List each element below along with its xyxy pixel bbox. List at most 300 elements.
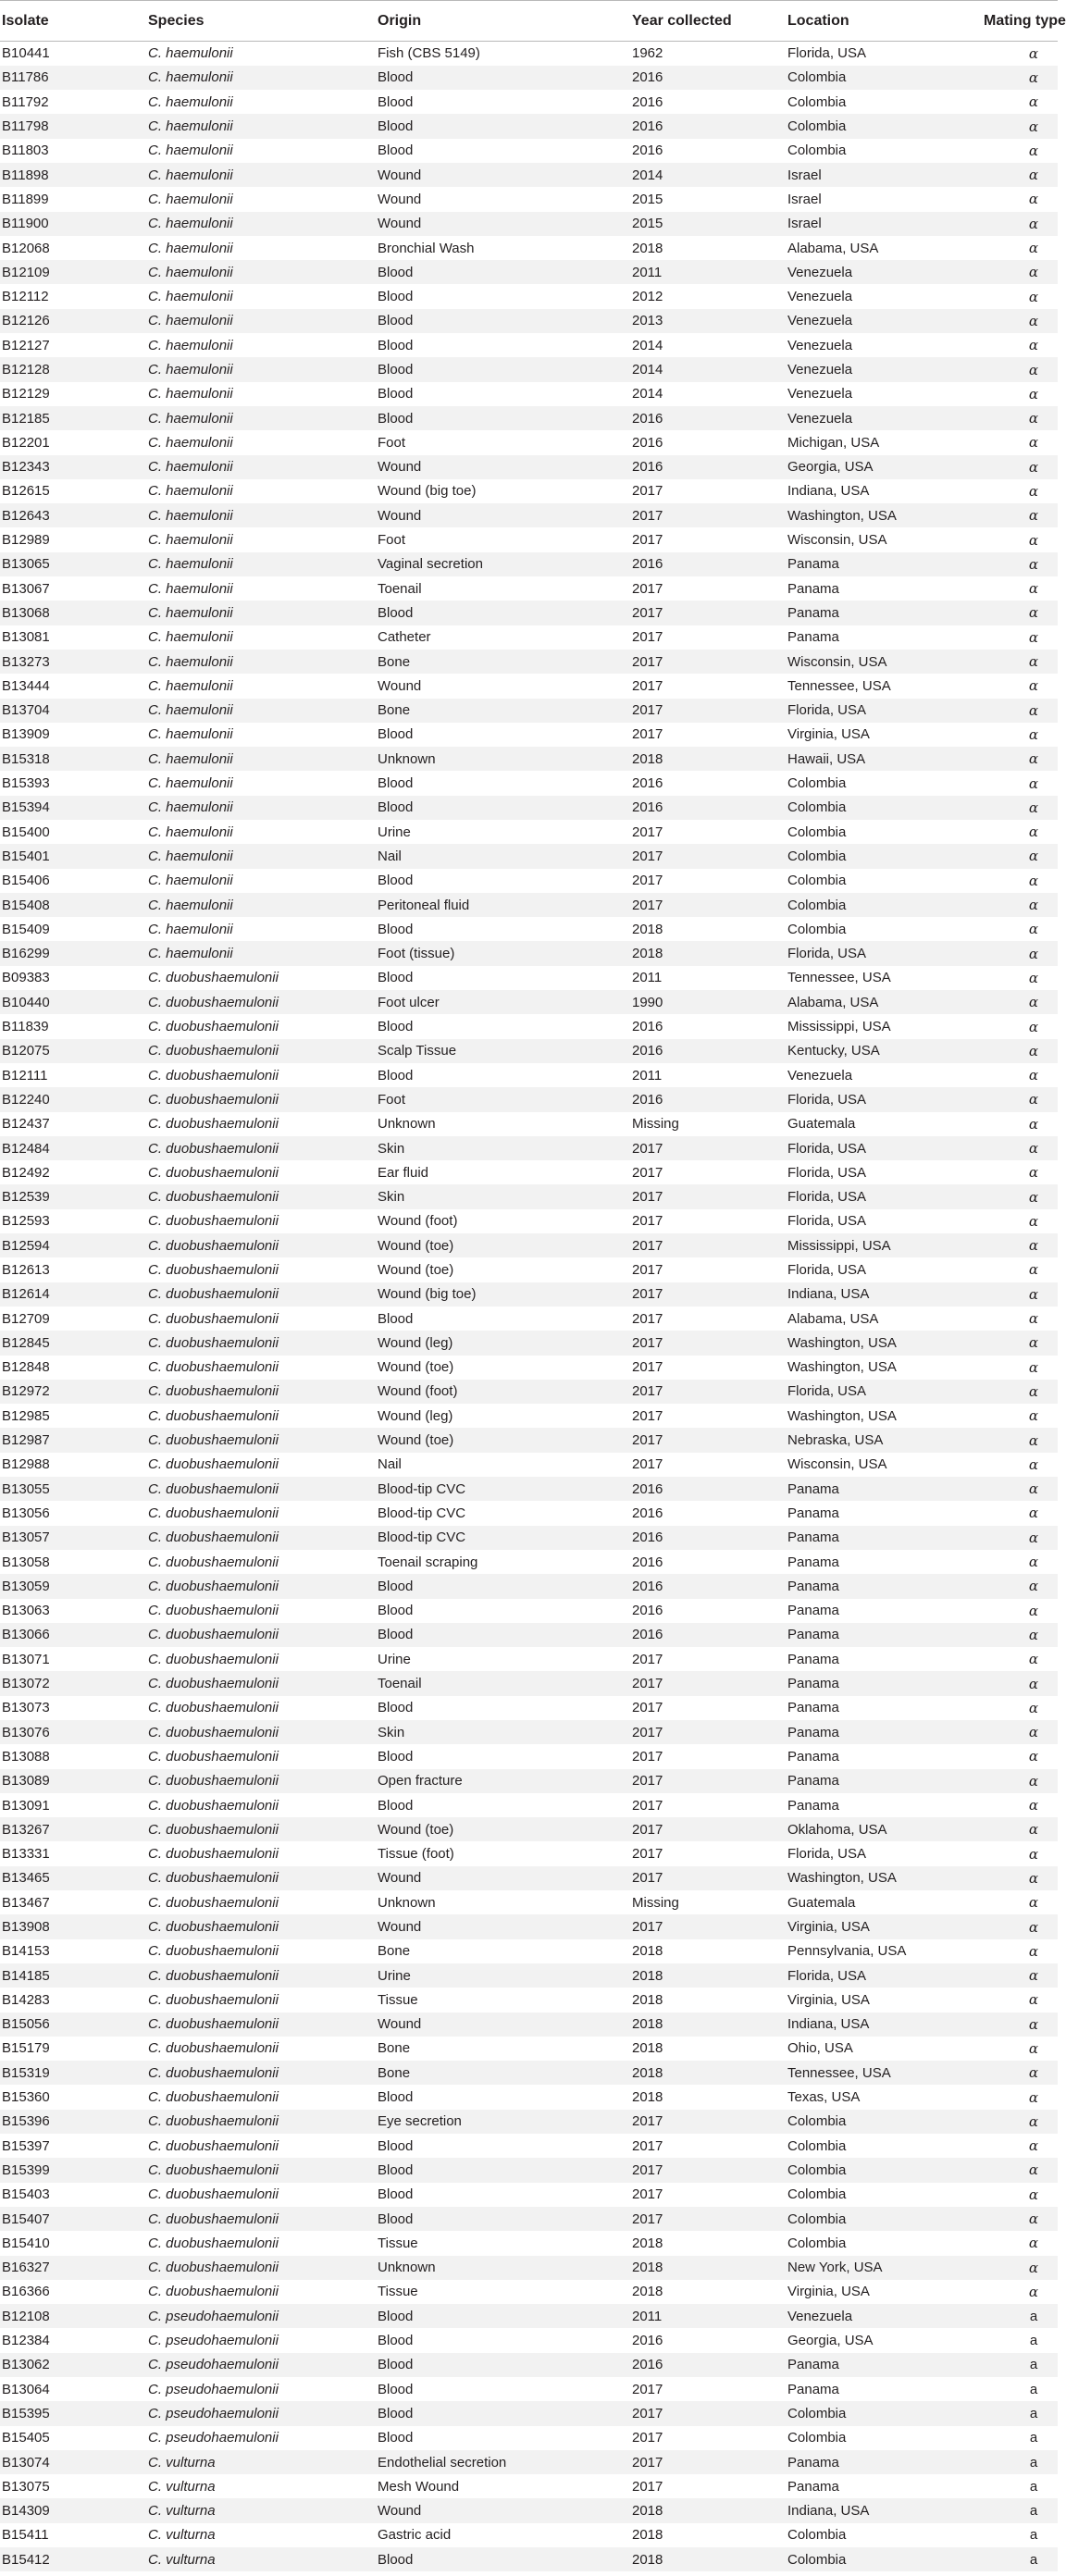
location-cell: Wisconsin, USA	[787, 653, 887, 670]
table-row	[0, 1793, 1058, 1817]
origin-cell: Blood	[378, 1310, 414, 1327]
mating-type-cell: α	[1028, 1480, 1039, 1498]
isolate-cell: B12343	[2, 459, 50, 476]
mating-type-cell: α	[1028, 1869, 1039, 1887]
table-row	[0, 357, 1058, 381]
table-row	[0, 1841, 1058, 1865]
isolate-cell: B13072	[2, 1676, 50, 1692]
isolate-cell: B15401	[2, 848, 50, 864]
mating-type-cell: α	[1028, 1529, 1039, 1546]
species-cell: C. duobushaemulonii	[148, 1676, 279, 1692]
mating-type-cell: α	[1028, 1991, 1039, 2009]
mating-type-cell: α	[1028, 312, 1039, 329]
mating-type-cell: α	[1028, 385, 1039, 402]
species-cell: C. pseudohaemulonii	[148, 2381, 279, 2397]
isolate-cell: B13076	[2, 1724, 50, 1740]
year-cell: 2011	[632, 1067, 663, 1084]
year-cell: 2017	[632, 1286, 663, 1303]
isolate-cell: B12108	[2, 2308, 50, 2324]
origin-cell: Tissue	[378, 2235, 418, 2251]
species-cell: C. pseudohaemulonii	[148, 2430, 279, 2446]
species-cell: C. duobushaemulonii	[148, 1334, 279, 1351]
table-row	[0, 2061, 1058, 2085]
origin-cell: Blood	[378, 799, 414, 816]
location-cell: Panama	[787, 556, 839, 573]
table-row	[0, 2280, 1058, 2304]
year-cell: 2016	[632, 2333, 663, 2349]
location-cell: Panama	[787, 1651, 839, 1667]
origin-cell: Blood	[378, 921, 414, 937]
mating-type-cell: α	[1028, 44, 1039, 62]
header-year-collected: Year collected	[630, 1, 786, 42]
isolate-cell: B15395	[2, 2405, 50, 2421]
species-cell: C. duobushaemulonii	[148, 1213, 279, 1230]
mating-type-cell: α	[1028, 604, 1039, 622]
header-location: Location	[786, 1, 982, 42]
mating-type-cell: α	[1028, 1845, 1039, 1863]
location-cell: Colombia	[787, 2405, 847, 2421]
origin-cell: Wound	[378, 459, 422, 476]
location-cell: Venezuela	[787, 264, 853, 280]
year-cell: 2016	[632, 1554, 663, 1570]
isolate-cell: B15319	[2, 2064, 50, 2081]
origin-cell: Urine	[378, 824, 411, 840]
mating-type-cell: α	[1028, 1407, 1039, 1425]
isolate-cell: B15318	[2, 750, 50, 767]
mating-type-cell: α	[1028, 1285, 1039, 1303]
isolate-cell: B12848	[2, 1359, 50, 1376]
species-cell: C. vulturna	[148, 2503, 216, 2520]
year-cell: 2017	[632, 1456, 663, 1473]
table-row	[0, 1112, 1058, 1136]
species-cell: C. haemulonii	[148, 69, 233, 86]
location-cell: Colombia	[787, 775, 847, 792]
species-cell: C. duobushaemulonii	[148, 2260, 279, 2276]
year-cell: 2017	[632, 507, 663, 524]
table-row	[0, 820, 1058, 844]
origin-cell: Foot ulcer	[378, 994, 440, 1010]
mating-type-cell: α	[1028, 1554, 1039, 1571]
table-row	[0, 90, 1058, 114]
origin-cell: Foot (tissue)	[378, 946, 455, 962]
isolate-cell: B12129	[2, 386, 50, 402]
location-cell: Florida, USA	[787, 1261, 867, 1278]
year-cell: 2014	[632, 386, 663, 402]
table-row	[0, 2183, 1058, 2207]
location-cell: Alabama, USA	[787, 994, 879, 1010]
isolate-cell: B13065	[2, 556, 50, 573]
location-cell: Panama	[787, 1700, 839, 1716]
mating-type-cell: α	[1028, 68, 1039, 86]
mating-type-cell: α	[1028, 1821, 1039, 1839]
isolate-cell: B13081	[2, 629, 50, 646]
year-cell: 2018	[632, 2064, 663, 2081]
origin-cell: Blood	[378, 970, 414, 986]
mating-type-cell: α	[1028, 2039, 1039, 2057]
year-cell: 2012	[632, 289, 663, 305]
table-row	[0, 2401, 1058, 2425]
location-cell: Panama	[787, 1578, 839, 1594]
origin-cell: Urine	[378, 1967, 411, 1984]
location-cell: Panama	[787, 1748, 839, 1765]
year-cell: 2015	[632, 191, 663, 207]
table-row	[0, 2037, 1058, 2061]
year-cell: 2017	[632, 848, 663, 864]
location-cell: Colombia	[787, 2161, 847, 2178]
species-cell: C. duobushaemulonii	[148, 1991, 279, 2008]
origin-cell: Wound (leg)	[378, 1334, 453, 1351]
isolate-cell: B09383	[2, 970, 50, 986]
table-row	[0, 1014, 1058, 1038]
species-cell: C. haemulonii	[148, 264, 233, 280]
species-cell: C. haemulonii	[148, 946, 233, 962]
isolate-cell: B12614	[2, 1286, 50, 1303]
species-cell: C. duobushaemulonii	[148, 1116, 279, 1133]
isolate-cell: B12128	[2, 362, 50, 378]
year-cell: 2018	[632, 946, 663, 962]
location-cell: Florida, USA	[787, 1140, 867, 1157]
species-cell: C. duobushaemulonii	[148, 1140, 279, 1157]
mating-type-cell: α	[1028, 2259, 1039, 2276]
year-cell: 2016	[632, 1019, 663, 1035]
mating-type-cell: α	[1028, 628, 1039, 646]
origin-cell: Urine	[378, 1651, 411, 1667]
year-cell: 2017	[632, 677, 663, 694]
table-row	[0, 2523, 1058, 2547]
species-cell: C. duobushaemulonii	[148, 1578, 279, 1594]
year-cell: 2017	[632, 1213, 663, 1230]
table-row	[0, 2426, 1058, 2450]
year-cell: 2017	[632, 1140, 663, 1157]
origin-cell: Endothelial secretion	[378, 2454, 507, 2471]
location-cell: Mississippi, USA	[787, 1237, 891, 1254]
year-cell: 2016	[632, 69, 663, 86]
species-cell: C. vulturna	[148, 2527, 216, 2544]
isolate-cell: B13059	[2, 1578, 50, 1594]
year-cell: 2016	[632, 2357, 663, 2373]
origin-cell: Eye secretion	[378, 2113, 462, 2130]
isolate-cell: B12437	[2, 1116, 50, 1133]
location-cell: Alabama, USA	[787, 1310, 879, 1327]
table-row	[0, 893, 1058, 917]
location-cell: Colombia	[787, 848, 847, 864]
origin-cell: Fish (CBS 5149)	[378, 45, 480, 62]
year-cell: 2016	[632, 1043, 663, 1059]
species-cell: C. haemulonii	[148, 726, 233, 743]
mating-type-cell: α	[1028, 215, 1039, 232]
year-cell: 2017	[632, 1773, 663, 1790]
origin-cell: Blood	[378, 142, 414, 159]
species-cell: C. haemulonii	[148, 216, 233, 232]
origin-cell: Wound (toe)	[378, 1821, 454, 1838]
year-cell: 2017	[632, 1261, 663, 1278]
table-row	[0, 699, 1058, 723]
species-cell: C. haemulonii	[148, 118, 233, 135]
mating-type-cell: α	[1028, 410, 1039, 427]
isolate-cell: B15403	[2, 2186, 50, 2203]
table-row	[0, 1914, 1058, 1938]
species-cell: C. haemulonii	[148, 702, 233, 719]
mating-type-cell: α	[1028, 2283, 1039, 2300]
year-cell: 2017	[632, 1407, 663, 1424]
isolate-cell: B12988	[2, 1456, 50, 1473]
year-cell: 2017	[632, 1651, 663, 1667]
location-cell: Florida, USA	[787, 1967, 867, 1984]
mating-type-cell: α	[1028, 434, 1039, 452]
species-cell: C. haemulonii	[148, 45, 233, 62]
year-cell: Missing	[632, 1894, 679, 1911]
isolate-cell: B15393	[2, 775, 50, 792]
mating-type-cell: α	[1028, 1772, 1039, 1790]
isolate-cell: B13064	[2, 2381, 50, 2397]
table-row	[0, 2231, 1058, 2255]
table-row	[0, 650, 1058, 674]
location-cell: Israel	[787, 167, 822, 183]
mating-type-cell: α	[1028, 507, 1039, 525]
location-cell: Venezuela	[787, 386, 853, 402]
origin-cell: Blood	[378, 362, 414, 378]
location-cell: Colombia	[787, 824, 847, 840]
location-cell: Tennessee, USA	[787, 2064, 891, 2081]
origin-cell: Blood	[378, 2405, 414, 2421]
table-row	[0, 1209, 1058, 1233]
species-cell: C. duobushaemulonii	[148, 2211, 279, 2227]
table-row	[0, 1404, 1058, 1428]
species-cell: C. duobushaemulonii	[148, 1261, 279, 1278]
location-cell: Panama	[787, 1676, 839, 1692]
location-cell: Colombia	[787, 2527, 847, 2544]
table-row	[0, 1136, 1058, 1160]
mating-type-cell: α	[1028, 1091, 1039, 1108]
mating-type-cell: α	[1028, 1724, 1039, 1741]
year-cell: 2016	[632, 1603, 663, 1619]
table-row	[0, 1063, 1058, 1087]
origin-cell: Blood	[378, 2211, 414, 2227]
origin-cell: Wound	[378, 1919, 422, 1935]
table-row	[0, 2012, 1058, 2037]
species-cell: C. haemulonii	[148, 677, 233, 694]
location-cell: Venezuela	[787, 410, 853, 427]
species-cell: C. haemulonii	[148, 337, 233, 353]
table-row	[0, 2085, 1058, 2109]
table-row	[0, 990, 1058, 1014]
origin-cell: Skin	[378, 1189, 405, 1206]
location-cell: Florida, USA	[787, 1213, 867, 1230]
year-cell: 2016	[632, 93, 663, 110]
species-cell: C. duobushaemulonii	[148, 1627, 279, 1643]
location-cell: Washington, USA	[787, 1407, 897, 1424]
isolate-cell: B12594	[2, 1237, 50, 1254]
year-cell: 2017	[632, 2211, 663, 2227]
mating-type-cell: α	[1028, 1382, 1039, 1400]
isolate-cell: B12185	[2, 410, 50, 427]
isolate-cell: B13909	[2, 726, 50, 743]
origin-cell: Wound (toe)	[378, 1261, 454, 1278]
location-cell: Panama	[787, 1480, 839, 1497]
year-cell: 2017	[632, 2430, 663, 2446]
year-cell: 2016	[632, 118, 663, 135]
location-cell: Panama	[787, 1724, 839, 1740]
origin-cell: Wound (leg)	[378, 1407, 453, 1424]
table-row	[0, 674, 1058, 698]
species-cell: C. duobushaemulonii	[148, 994, 279, 1010]
table-row	[0, 2256, 1058, 2280]
species-cell: C. duobushaemulonii	[148, 1748, 279, 1765]
origin-cell: Foot	[378, 1091, 406, 1108]
year-cell: 2011	[632, 2308, 663, 2324]
origin-cell: Blood	[378, 1797, 414, 1814]
table-row	[0, 1307, 1058, 1331]
species-cell: C. haemulonii	[148, 386, 233, 402]
location-cell: Washington, USA	[787, 507, 897, 524]
mating-type-cell: α	[1028, 337, 1039, 354]
origin-cell: Toenail	[378, 1676, 422, 1692]
isolate-cell: B11900	[2, 216, 49, 232]
year-cell: 2018	[632, 2016, 663, 2033]
table-row	[0, 2110, 1058, 2134]
origin-cell: Wound	[378, 2016, 422, 2033]
table-row	[0, 1671, 1058, 1695]
origin-cell: Blood	[378, 1067, 414, 1084]
year-cell: 2011	[632, 264, 663, 280]
location-cell: Florida, USA	[787, 1189, 867, 1206]
location-cell: Florida, USA	[787, 946, 867, 962]
species-cell: C. duobushaemulonii	[148, 1894, 279, 1911]
table-row	[0, 552, 1058, 576]
mating-type-cell: α	[1028, 701, 1039, 719]
table-row	[0, 1356, 1058, 1380]
location-cell: Panama	[787, 1627, 839, 1643]
location-cell: Washington, USA	[787, 1359, 897, 1376]
isolate-cell: B13073	[2, 1700, 50, 1716]
year-cell: 2017	[632, 702, 663, 719]
year-cell: 2016	[632, 410, 663, 427]
table-row	[0, 796, 1058, 820]
isolate-cell: B12484	[2, 1140, 50, 1157]
species-cell: C. haemulonii	[148, 556, 233, 573]
year-cell: 2018	[632, 240, 663, 256]
isolate-cell: B13057	[2, 1530, 50, 1546]
mating-type-cell: a	[1029, 2454, 1038, 2471]
isolate-cell: B12109	[2, 264, 50, 280]
table-row	[0, 1696, 1058, 1720]
origin-cell: Blood	[378, 775, 414, 792]
mating-type-cell: α	[1028, 458, 1039, 476]
table-row	[0, 2547, 1058, 2571]
origin-cell: Unknown	[378, 1116, 436, 1133]
origin-cell: Blood	[378, 69, 414, 86]
mating-type-cell: α	[1028, 1261, 1039, 1279]
isolate-cell: B13066	[2, 1627, 50, 1643]
origin-cell: Bone	[378, 2064, 411, 2081]
table-row	[0, 1720, 1058, 1744]
year-cell: 2017	[632, 824, 663, 840]
origin-cell: Tissue (foot)	[378, 1846, 454, 1863]
species-cell: C. haemulonii	[148, 653, 233, 670]
mating-type-cell: α	[1028, 1067, 1039, 1084]
header-species: Species	[146, 1, 376, 42]
table-row	[0, 1087, 1058, 1111]
location-cell: Colombia	[787, 93, 847, 110]
year-cell: 2014	[632, 167, 663, 183]
species-cell: C. duobushaemulonii	[148, 970, 279, 986]
year-cell: 2016	[632, 1578, 663, 1594]
year-cell: 2017	[632, 1870, 663, 1887]
isolate-cell: B15409	[2, 921, 50, 937]
isolate-cell: B15399	[2, 2161, 50, 2178]
origin-cell: Blood	[378, 604, 414, 621]
species-cell: C. duobushaemulonii	[148, 2040, 279, 2057]
species-cell: C. pseudohaemulonii	[148, 2357, 279, 2373]
year-cell: 2017	[632, 1383, 663, 1400]
species-cell: C. duobushaemulonii	[148, 1091, 279, 1108]
species-cell: C. haemulonii	[148, 240, 233, 256]
mating-type-cell: α	[1028, 725, 1039, 743]
species-cell: C. duobushaemulonii	[148, 1651, 279, 1667]
table-row	[0, 625, 1058, 650]
mating-type-cell: a	[1029, 2381, 1038, 2397]
isolate-cell: B12613	[2, 1261, 50, 1278]
mating-type-cell: α	[1028, 1358, 1039, 1376]
location-cell: Indiana, USA	[787, 2016, 870, 2033]
location-cell: Colombia	[787, 799, 847, 816]
year-cell: 2017	[632, 604, 663, 621]
year-cell: 2014	[632, 337, 663, 353]
location-cell: Colombia	[787, 2235, 847, 2251]
origin-cell: Blood	[378, 2333, 414, 2349]
species-cell: C. duobushaemulonii	[148, 1383, 279, 1400]
table-row	[0, 2377, 1058, 2401]
location-cell: Georgia, USA	[787, 2333, 874, 2349]
year-cell: 2016	[632, 459, 663, 476]
origin-cell: Wound	[378, 191, 422, 207]
mating-type-cell: a	[1029, 2430, 1038, 2446]
origin-cell: Nail	[378, 848, 402, 864]
isolate-cell: B15394	[2, 799, 50, 816]
year-cell: 2018	[632, 2040, 663, 2057]
isolate-cell: B11899	[2, 191, 49, 207]
mating-type-cell: a	[1029, 2503, 1038, 2520]
species-cell: C. haemulonii	[148, 483, 233, 500]
isolate-cell: B13056	[2, 1505, 50, 1521]
isolate-cell: B11803	[2, 142, 49, 159]
mating-type-cell: α	[1028, 240, 1039, 257]
location-cell: Kentucky, USA	[787, 1043, 880, 1059]
isolate-cell: B16299	[2, 946, 50, 962]
table-row	[0, 430, 1058, 454]
isolate-cell: B13058	[2, 1554, 50, 1570]
isolate-cell: B11786	[2, 69, 49, 86]
location-cell: Indiana, USA	[787, 2503, 870, 2520]
origin-cell: Foot	[378, 434, 406, 451]
mating-type-cell: α	[1028, 1505, 1039, 1522]
header-isolate: Isolate	[0, 1, 146, 42]
species-cell: C. haemulonii	[148, 191, 233, 207]
mating-type-cell: α	[1028, 361, 1039, 378]
species-cell: C. duobushaemulonii	[148, 1773, 279, 1790]
mating-type-cell: α	[1028, 580, 1039, 598]
isolate-cell: B15360	[2, 2089, 50, 2106]
location-cell: Colombia	[787, 2186, 847, 2203]
table-body	[0, 42, 1058, 2572]
isolate-cell: B15396	[2, 2113, 50, 2130]
location-cell: Colombia	[787, 873, 847, 889]
isolate-cell: B12845	[2, 1334, 50, 1351]
table-row	[0, 406, 1058, 430]
mating-type-cell: α	[1028, 1602, 1039, 1619]
header-mating-type: Mating type	[982, 1, 1058, 42]
isolate-cell: B16366	[2, 2284, 50, 2300]
